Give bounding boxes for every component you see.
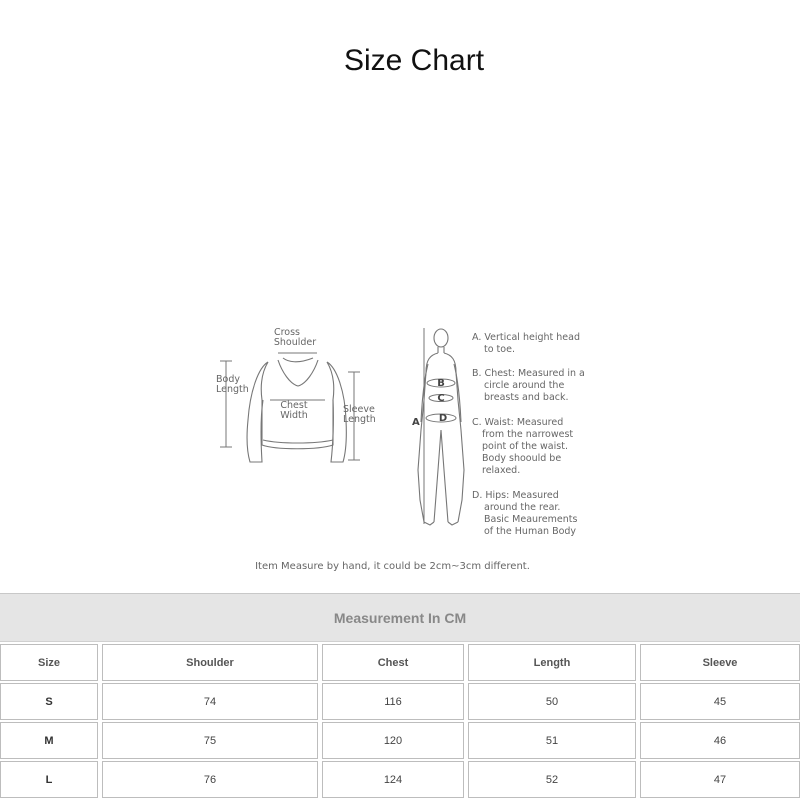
table-cell-size: M [0, 722, 98, 759]
svg-text:Shoulder: Shoulder [273, 337, 317, 348]
sleeve-length-label [343, 404, 376, 425]
svg-text:point of the waist.: point of the waist. [482, 441, 568, 452]
svg-text:A. Vertical height head: A. Vertical height head [472, 332, 580, 343]
svg-text:B. Chest: Measured in a: B. Chest: Measured in a [472, 368, 585, 379]
svg-text:Body shoould be: Body shoould be [482, 453, 562, 464]
svg-text:Cross: Cross [273, 327, 301, 338]
table-cell-chest: 116 [322, 683, 464, 720]
svg-text:Length: Length [343, 414, 376, 425]
svg-text:from the narrowest: from the narrowest [482, 429, 574, 440]
svg-text:Width: Width [280, 410, 308, 421]
table-cell-shoulder: 74 [102, 683, 318, 720]
cross-shoulder-label [274, 327, 316, 348]
page-title: Size Chart [343, 44, 485, 77]
body-figure [418, 329, 464, 525]
table-cell-chest: 120 [322, 722, 464, 759]
body-length-label [216, 374, 249, 395]
svg-text:around the rear.: around the rear. [484, 502, 561, 513]
col-header-sleeve: Sleeve [640, 644, 800, 681]
col-header-length: Length [468, 644, 636, 681]
label-b: B [437, 378, 445, 389]
measure-note: Item Measure by hand, it could be 2cm~3cm different. [255, 561, 530, 572]
label-a: A [412, 417, 420, 428]
legend-a [472, 332, 580, 355]
table-cell-sleeve: 45 [640, 683, 800, 720]
svg-text:Length: Length [216, 384, 249, 395]
table-cell-shoulder: 75 [102, 722, 318, 759]
legend-b [472, 368, 585, 403]
svg-text:relaxed.: relaxed. [482, 465, 521, 476]
table-cell-sleeve: 47 [640, 761, 800, 798]
svg-text:to toe.: to toe. [484, 344, 515, 355]
svg-text:Sleeve: Sleeve [343, 404, 375, 415]
table-cell-size: L [0, 761, 98, 798]
svg-text:breasts and back.: breasts and back. [484, 392, 569, 403]
svg-text:Body: Body [216, 374, 240, 385]
col-header-chest: Chest [322, 644, 464, 681]
table-cell-length: 52 [468, 761, 636, 798]
svg-text:of the Human Body: of the Human Body [484, 526, 577, 537]
size-table [0, 593, 800, 800]
table-cell-shoulder: 76 [102, 761, 318, 798]
table-heading: Measurement In CM [0, 593, 800, 642]
legend-c [472, 417, 573, 476]
svg-text:C. Waist: Measured: C. Waist: Measured [472, 417, 564, 428]
table-cell-size: S [0, 683, 98, 720]
col-header-size: Size [0, 644, 98, 681]
table-cell-length: 51 [468, 722, 636, 759]
svg-text:Basic Meaurements: Basic Meaurements [484, 514, 578, 525]
label-c: C [437, 393, 445, 404]
chest-width-label [280, 400, 308, 421]
table-cell-chest: 124 [322, 761, 464, 798]
svg-text:Chest: Chest [280, 400, 308, 411]
legend-d [472, 490, 577, 537]
col-header-shoulder: Shoulder [102, 644, 318, 681]
svg-text:D. Hips: Measured: D. Hips: Measured [472, 490, 559, 501]
table-cell-sleeve: 46 [640, 722, 800, 759]
table-cell-length: 50 [468, 683, 636, 720]
svg-text:circle around the: circle around the [484, 380, 565, 391]
label-d: D [438, 413, 448, 424]
